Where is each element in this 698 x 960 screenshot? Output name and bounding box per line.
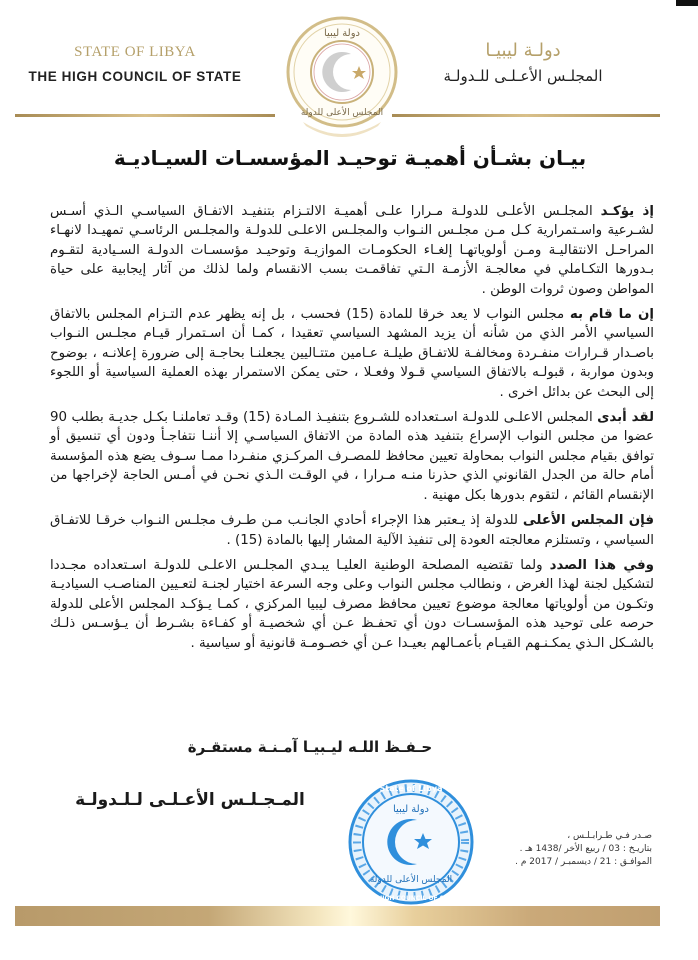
document-body xyxy=(50,202,654,659)
paragraph-lead: فإن المجلس الأعلى xyxy=(522,513,654,529)
svg-text:دولة ليبيا: دولة ليبيا xyxy=(323,28,361,39)
paragraph-lead: لقد أبدى xyxy=(597,410,654,426)
svg-text:THE HIGH COUNCIL OF STATE: THE HIGH COUNCIL OF STATE xyxy=(361,895,461,902)
council-name-arabic: المجلـس الأعـلـى للـدولـة xyxy=(443,67,603,85)
paragraph-3 xyxy=(50,408,654,505)
signatory: المـجـلـس الأعـلـى لـلـدولـة xyxy=(75,790,305,810)
header-divider-right xyxy=(392,114,660,117)
footer-gold-bar xyxy=(15,906,660,926)
letterhead-arabic xyxy=(408,40,638,85)
closing-phrase: حـفـظ اللـه ليـبيـا آمـنـة مستقـرة xyxy=(187,738,433,756)
paragraph-2 xyxy=(50,305,654,402)
paragraph-1 xyxy=(50,202,654,299)
scan-corner-mark xyxy=(676,0,698,6)
issue-hijri-date: بتاريـخ : 03 / ربيع الأخر /1438 هـ . xyxy=(519,844,652,854)
paragraph-4 xyxy=(50,511,654,550)
state-name-arabic: دولـة ليبيـا xyxy=(485,40,561,61)
issue-place: صـدر فـي طـرابـلـس ، xyxy=(567,831,652,841)
paragraph-text: مجلس النواب لا يعد خرقا للمادة (15) فحسب ، بل إنه يظهر عدم التـزام المجلس بالاتفاق السياسي الأمر الذي من شأنه أن يزيد المشهد السياسي تعقيدا ، كمـا أن اسـتمرار قيـام مجلـس النـواب باصـدار قـرارات منفـردة ومخالفـة للاتفـاق طيلـة عـامين متتـاليين يجعلنـا بحاجـة إلى ضرورة إعلانـه ، بوضوح وبدون مواربة ، قبولـه بالاتفاق السياسي قـولا وفعـلا ، حتى يمكن الاستمرار بهذه العملية السياسية أو اللجوء إلى البحث عن بدائل اخرى . xyxy=(50,307,654,400)
official-stamp-icon xyxy=(347,778,475,906)
document-title: بيـان بشـأن أهميـة توحيـد المؤسسـات السيـاديـة xyxy=(113,146,587,170)
issue-gregorian-date: الموافـق : 21 / ديسمبـر / 2017 م . xyxy=(515,857,652,867)
paragraph-lead: إذ يؤكـد xyxy=(600,204,654,219)
paragraph-5 xyxy=(50,556,654,653)
paragraph-text: ولما تقتضيه المصلحة الوطنية العليـا يبـدي المجلـس الاعلـى للدولـة اسـتعداده مجـددا لتشكيل لجنة لهذا الغرض ، ونطالب مجلس النواب وعلى وجه السرعة اختيار لجنـة لتعـيين المناصـب السياديـة وتكـون من أولوياتها معالجة موضوع تعيين محافظ مصرف ليبيا المركزي ، كمـا يـؤكـد المجلس الأعلى للدولة حرصه على توحيد هذه المؤسسـات دون أي تحفـظ عـن أي شخصيـة أو كفـاءة بشـرط أن يـؤسـس ذلـك بالشـكل الـذي يمكـنـهم القيـام بأعمـالهم بعيـدا عـن أي خصـومـة قانونية أو سياسية . xyxy=(50,557,654,651)
paragraph-lead: إن ما قام به xyxy=(569,307,654,323)
svg-text:دولة ليبيا: دولة ليبيا xyxy=(392,804,430,815)
paragraph-text: للدولة إذ يـعتبر هذا الإجراء أحادي الجانـب مـن طـرف مجلـس النـواب خرقـا للاتفـاق السياسي ، وتستلزم معالجته العودة إلى تنفيذ الآلية المشار إليها بالمادة (15) . xyxy=(50,513,654,548)
header-divider-left xyxy=(15,114,275,117)
issue-info xyxy=(492,830,652,869)
state-name-english: STATE OF LIBYA xyxy=(74,44,196,60)
paragraph-text: المجلس الاعلـى للدولـة اسـتعداده للشـروع بتنفيـذ المـادة (15) وقـد تعاملنـا بكـل جديـة بطلب 90 عضوا من مجلس النواب الإسراع بتنفيد هذه المادة من الاتفاق السياسـي إلا أننـا نتفاجـأ ودون أي تنسيق أو توافق بقيام مجلس النواب بمحاولة تعيين محافظ للمصـرف المركـزي منفـردا ممـا سـوف يضع هذه المؤسسة أمام حالة من الجدل القانوني الذي حذرنا منـه مـرارا ، في الوقـت الـذي نحـن في أمـس الحاجة لإخراجها من الإنقسام القائم ، لتقوم بدورها بكل مهنية . xyxy=(50,410,654,503)
crescent-star-seal-icon xyxy=(283,14,401,140)
svg-text:المجلس الأعلى للدولة: المجلس الأعلى للدولة xyxy=(369,875,453,885)
letterhead-english xyxy=(20,44,250,84)
svg-text:State of Libya: State of Libya xyxy=(379,784,443,793)
paragraph-lead: وفي هذا الصدد xyxy=(549,557,654,573)
paragraph-text: المجلـس الأعلـى للدولـة مـرارا علـى أهميـة الالتـزام بتنفيـد الاتفـاق السياسـي الـذي أسـس لشـرعية واسـتمرارية كـل مـن مجلـس النـواب والمجلـس الاعلـى للدولـة والمجلـس الرئاسـي تمهيـدا لانهـاء المراحـل الانتقاليـة ومـن أولوياتهـا إلغـاء الحكومـات الموازيـة وتوحيـد مؤسسـات الدولـة السـيادية لتقـوم بـدورها التكـاملي في معالجـة الأزمـة الـتي تفاقمـت بسب الانقسام ولما لذلك من آثار إيجابية على حياة المواطن وصون ثروات الوطن . xyxy=(50,204,654,297)
svg-text:المجلس الأعلى للدولة: المجلس الأعلى للدولة xyxy=(300,108,384,118)
council-name-english: THE HIGH COUNCIL OF STATE xyxy=(28,69,242,84)
